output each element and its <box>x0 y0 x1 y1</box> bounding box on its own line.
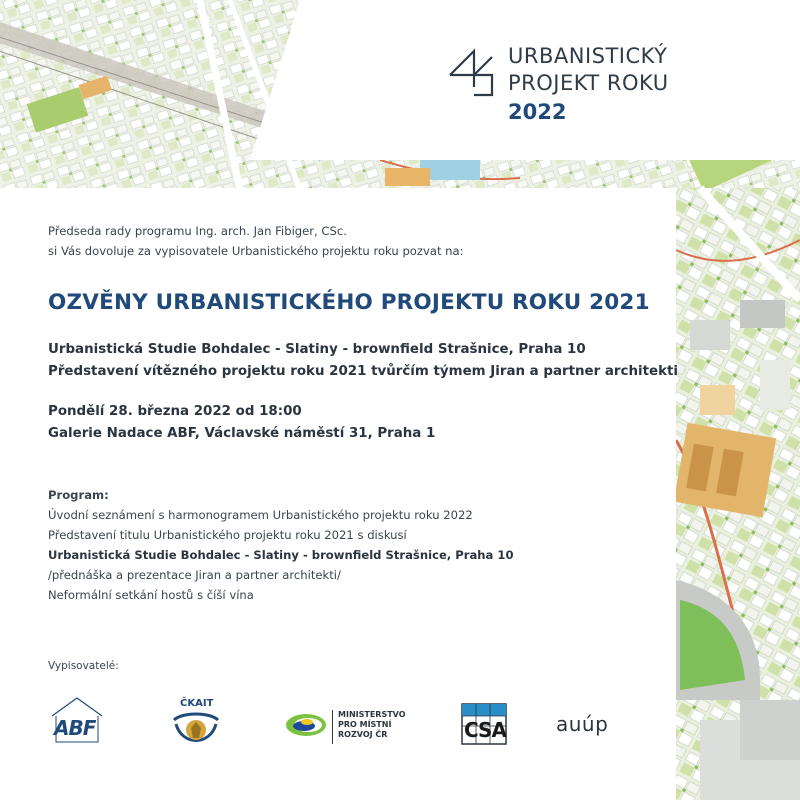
intro-line-1: Předseda rady programu Ing. arch. Jan Fibiger, CSc. <box>48 224 347 238</box>
auup-logo: auúp <box>556 712 609 736</box>
program-item: /přednáška a prezentace Jiran a partner architekti/ <box>48 568 341 582</box>
logo-year: 2022 <box>508 100 567 124</box>
event-title: OZVĚNY URBANISTICKÉHO PROJEKTU ROKU 2021 <box>48 290 650 315</box>
event-subtitle-2: Představení vítězného projektu roku 2021 tvůrčím týmem Jiran a partner architekti <box>48 364 678 379</box>
mmr-text-line3: ROZVOJ ČR <box>338 730 388 739</box>
mmr-swirl-icon <box>284 710 328 740</box>
sponsors-label: Vypisovatelé: <box>48 660 119 672</box>
ckait-logo <box>168 698 224 750</box>
event-date: Pondělí 28. března 2022 od 18:00 <box>48 404 302 419</box>
event-subtitle-1: Urbanistická Studie Bohdalec - Slatiny - brownfield Strašnice, Praha 10 <box>48 342 586 357</box>
program-item: Neformální setkání hostů s číší vína <box>48 588 254 602</box>
mmr-text-line1: MINISTERSTVO <box>338 710 406 719</box>
csa-logo-text: CSA <box>464 718 506 742</box>
mmr-logo <box>284 710 414 746</box>
program-label: Program: <box>48 488 109 502</box>
ckait-logo-text: ČKAIT <box>180 698 214 709</box>
abf-logo <box>48 694 106 744</box>
program-item-highlight: Urbanistická Studie Bohdalec - Slatiny - brownfield Strašnice, Praha 10 <box>48 548 514 562</box>
program-item: Úvodní seznámení s harmonogramem Urbanistického projektu roku 2022 <box>48 508 473 522</box>
mmr-text-line2: PRO MÍSTNÍ <box>338 720 392 729</box>
logo-title-line2: PROJEKT ROKU <box>508 71 669 95</box>
event-venue: Galerie Nadace ABF, Václavské náměstí 31, Praha 1 <box>48 426 436 441</box>
csa-logo <box>460 702 508 746</box>
logo-title-line1: URBANISTICKÝ <box>508 44 668 68</box>
abf-logo-text: ABF <box>54 716 96 740</box>
program-item: Představení titulu Urbanistického projektu roku 2021 s diskusí <box>48 528 407 542</box>
intro-line-2: si Vás dovoluje za vypisovatele Urbanistického projektu roku pozvat na: <box>48 244 464 258</box>
ckait-emblem-icon <box>172 710 220 750</box>
urbanisticky-projekt-logo-icon <box>448 47 498 97</box>
